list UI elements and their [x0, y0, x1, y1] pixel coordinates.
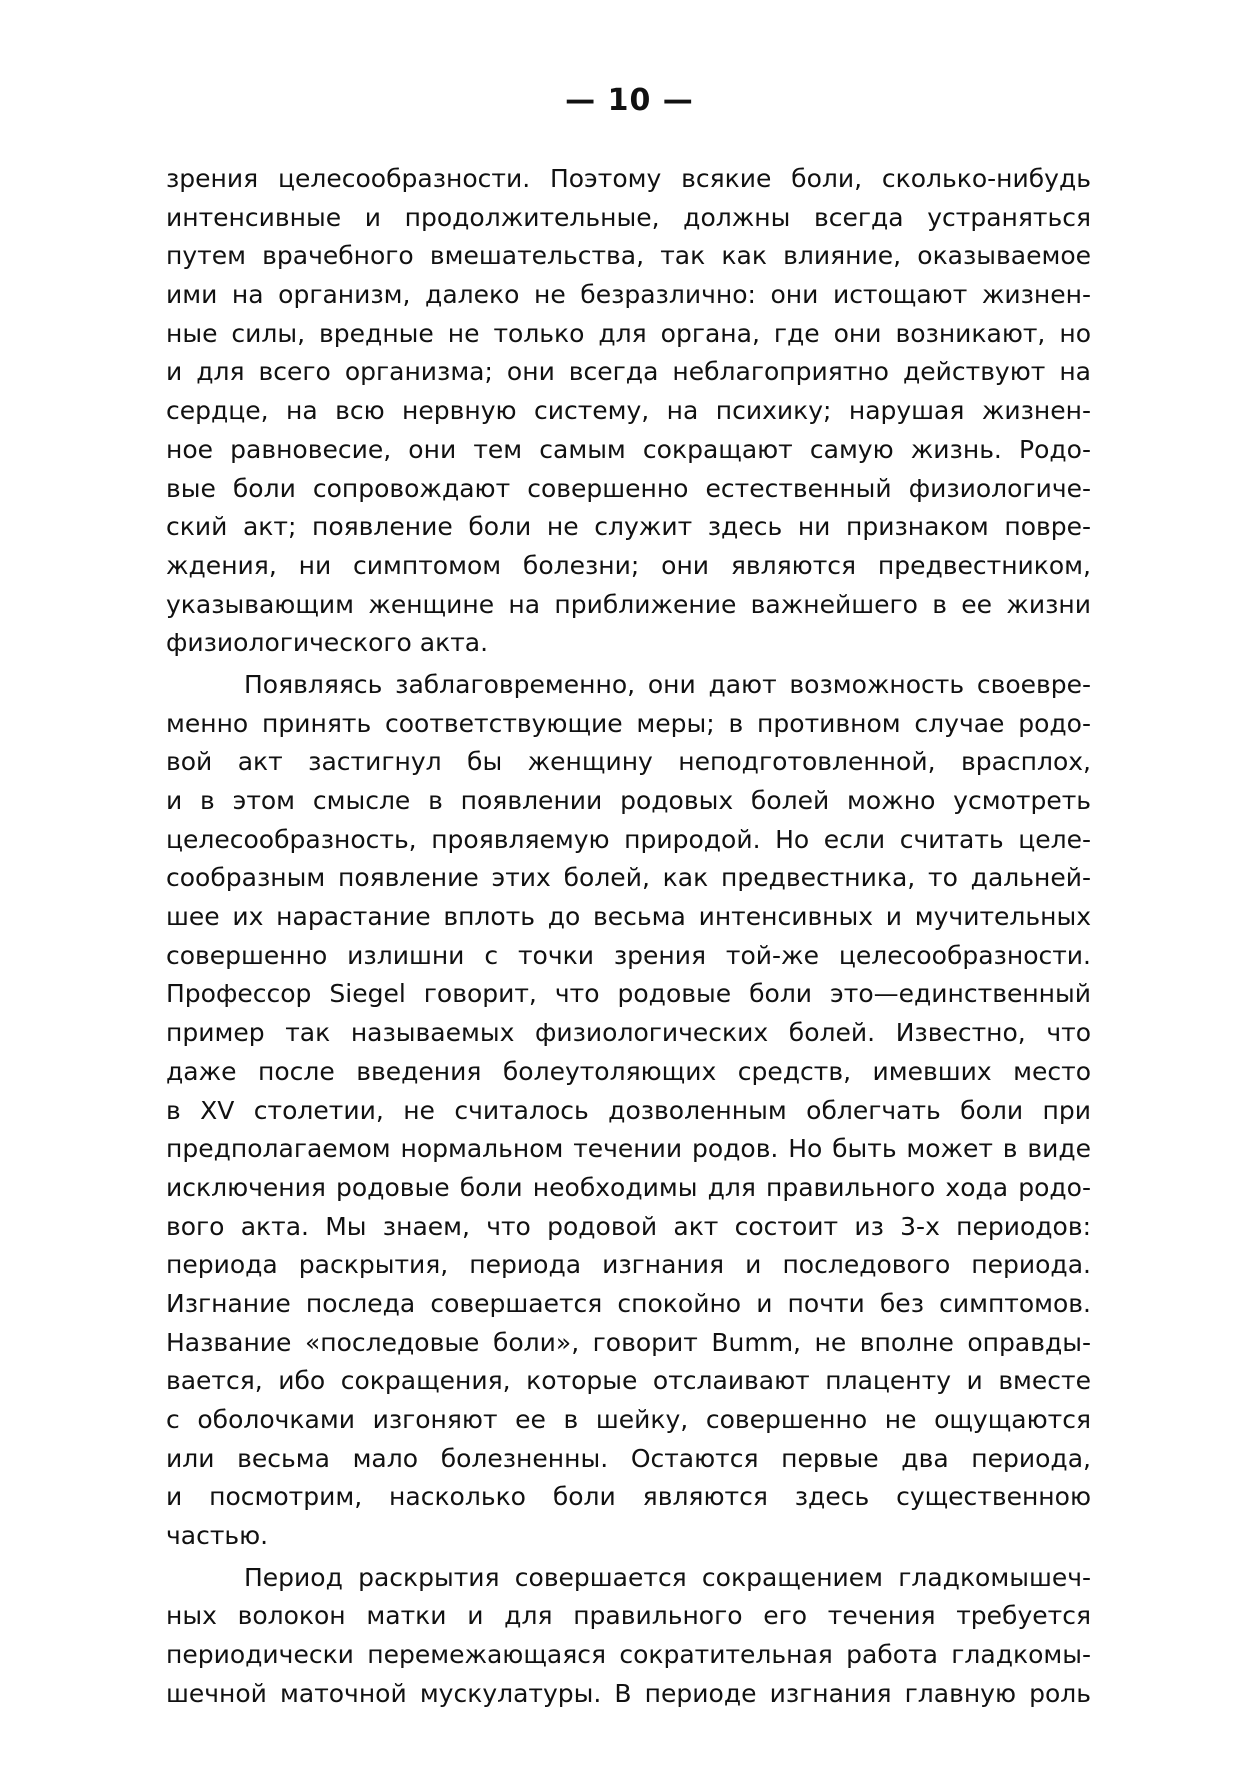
- text-line: целесообразность, проявляемую природой. Но если считать целе-: [166, 824, 1091, 854]
- text-line: интенсивные и продолжительные, должны всегда устраняться: [166, 202, 1091, 232]
- text-line: Появляясь заблаговременно, они дают возможность своевре-: [244, 669, 1091, 699]
- text-line: с оболочками изгоняют ее в шейку, совершенно не ощущаются: [166, 1405, 1091, 1434]
- text-line: физиологического акта.: [166, 628, 489, 658]
- text-line: ных волокон матки и для правильного его течения требуется: [166, 1601, 1091, 1631]
- text-line: Профессор Siegel говорит, что родовые боли это—единственный: [166, 979, 1091, 1009]
- page-number: — 10 —: [565, 83, 694, 118]
- text-line: и для всего организма; они всегда неблагоприятно действуют на: [166, 357, 1091, 387]
- text-line: предполагаемом нормальном течении родов. Но быть может в виде: [166, 1134, 1091, 1164]
- text-line: ждения, ни симптомом болезни; они являются предвестником,: [166, 550, 1091, 580]
- paragraph-2: [166, 666, 1091, 1556]
- text-line: Период раскрытия совершается сокращением гладкомышеч-: [244, 1562, 1091, 1592]
- text-line: периода раскрытия, периода изгнания и последового периода.: [166, 1250, 1091, 1280]
- text-line: сердце, на всю нервную систему, на психику; нарушая жизнен-: [166, 396, 1091, 426]
- text-line: исключения родовые боли необходимы для правильного хода родо-: [166, 1172, 1091, 1202]
- text-line: периодически перемежающаяся сократительная работа гладкомы-: [166, 1640, 1091, 1670]
- text-line: вого акта. Мы знаем, что родовой акт состоит из 3-х периодов:: [166, 1211, 1091, 1241]
- text-line: частью.: [166, 1521, 269, 1551]
- text-line: вается, ибо сокращения, которые отслаивают плаценту и вместе: [166, 1366, 1091, 1396]
- text-line: зрения целесообразности. Поэтому всякие боли, сколько-нибудь: [166, 164, 1091, 193]
- text-line: Изгнание последа совершается спокойно и почти без симптомов.: [166, 1288, 1091, 1318]
- text-line: в XV столетии, не считалось дозволенным облегчать боли при: [166, 1095, 1091, 1125]
- text-line: вой акт застигнул бы женщину неподготовленной, врасплох,: [166, 747, 1091, 777]
- text-line: сообразным появление этих болей, как предвестника, то дальней-: [166, 863, 1091, 893]
- text-line: шечной маточной мускулатуры. В периоде изгнания главную роль: [166, 1678, 1091, 1708]
- text-line: указывающим женщине на приближение важнейшего в ее жизни: [166, 589, 1091, 619]
- text-line: шее их нарастание вплоть до весьма интенсивных и мучительных: [166, 902, 1091, 932]
- body-text: [166, 160, 1091, 1714]
- text-line: и в этом смысле в появлении родовых болей можно усмотреть: [166, 786, 1091, 815]
- text-line: даже после введения болеутоляющих средств, имевших место: [166, 1056, 1091, 1086]
- text-line: ими на организм, далеко не безразлично: они истощают жизнен-: [166, 280, 1091, 310]
- text-line: совершенно излишни с точки зрения той-же целесообразности.: [166, 940, 1091, 970]
- paragraph-1: [166, 160, 1091, 663]
- text-line: Название «последовые боли», говорит Bumm, не вполне оправды-: [166, 1327, 1091, 1357]
- text-line: ное равновесие, они тем самым сокращают самую жизнь. Родо-: [166, 434, 1091, 464]
- text-line: ский акт; появление боли не служит здесь ни признаком повре-: [166, 512, 1091, 542]
- text-line: менно принять соответствующие меры; в противном случае родо-: [166, 708, 1091, 738]
- paragraph-3: [166, 1559, 1091, 1714]
- text-line: вые боли сопровождают совершенно естественный физиологиче-: [166, 473, 1091, 503]
- text-line: ные силы, вредные не только для органа, где они возникают, но: [166, 318, 1091, 348]
- text-line: и посмотрим, насколько боли являются здесь существенною: [166, 1482, 1091, 1512]
- text-line: или весьма мало болезненны. Остаются первые два периода,: [166, 1443, 1091, 1473]
- text-line: пример так называемых физиологических болей. Известно, что: [166, 1018, 1091, 1048]
- text-line: путем врачебного вмешательства, так как влияние, оказываемое: [166, 241, 1091, 271]
